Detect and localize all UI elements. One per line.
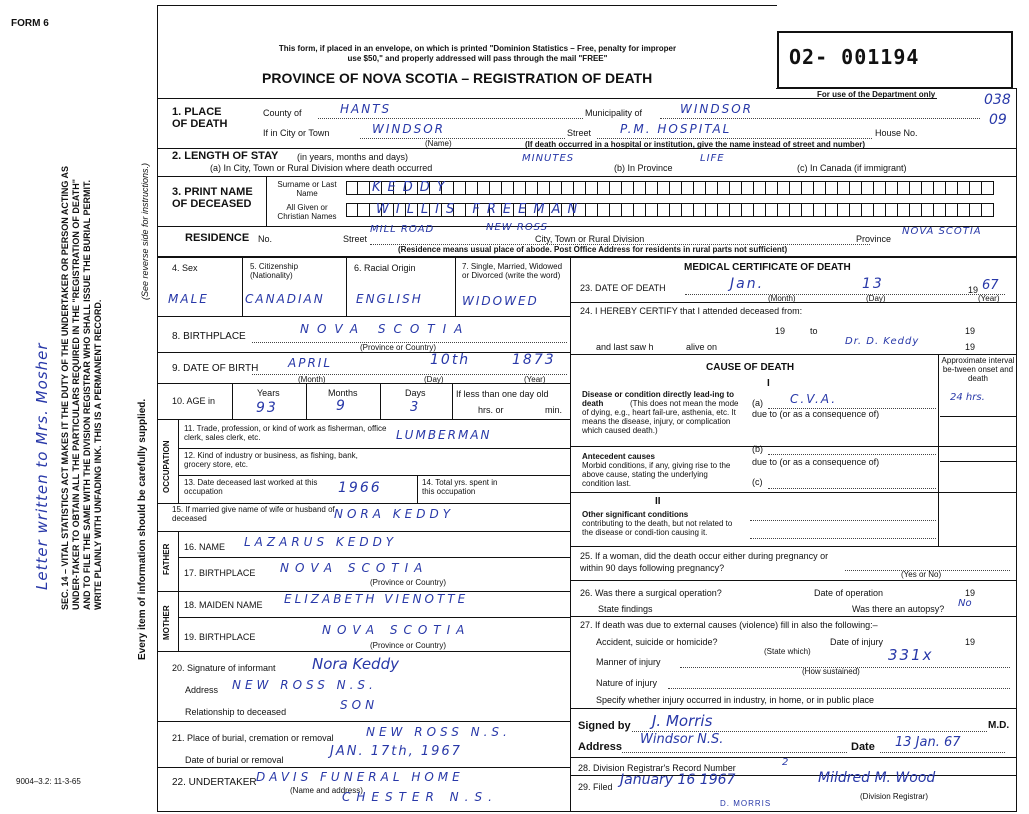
autopsy-value: No bbox=[958, 598, 972, 609]
alive-19: 19 bbox=[965, 342, 976, 352]
stay-c-label: (c) In Canada (if immigrant) bbox=[797, 163, 907, 173]
informant-address-label: Address bbox=[185, 685, 219, 695]
last-worked-label: 13. Date deceased last worked at this occupation bbox=[184, 478, 318, 496]
dob-label: 9. DATE OF BIRTH bbox=[172, 363, 259, 374]
residence-city: NEW ROSS bbox=[486, 222, 549, 233]
father-birthplace-label: 17. BIRTHPLACE bbox=[184, 568, 256, 578]
surname-label: Surname or Last Name bbox=[277, 180, 337, 198]
address-value: Windsor N.S. bbox=[640, 732, 724, 747]
residence-note: (Residence means usual place of abode. Post Office Address for residents in rural parts not sufficient) bbox=[398, 245, 788, 254]
cause-of-death-title: CAUSE OF DEATH bbox=[706, 362, 795, 373]
form-label: FORM 6 bbox=[11, 18, 49, 29]
mother-caption: (Province or Country) bbox=[370, 641, 447, 650]
manner-label: Manner of injury bbox=[596, 657, 661, 667]
informant-address: NEW ROSS N.S. bbox=[232, 678, 377, 692]
death-day-caption: (Day) bbox=[866, 294, 886, 303]
date-value: 13 Jan. 67 bbox=[895, 735, 961, 750]
interval-label: Approximate interval be-tween onset and death bbox=[941, 356, 1015, 383]
length-of-stay-sub: (in years, months and days) bbox=[297, 152, 409, 162]
occupation-side-label: OCCUPATION bbox=[162, 440, 171, 493]
spouse-label: 15. If married give name of wife or husband of deceased bbox=[172, 505, 335, 523]
dob-day: 10th bbox=[430, 352, 471, 368]
days-label: Days bbox=[405, 388, 426, 398]
cause-c-label: (c) bbox=[752, 477, 763, 487]
municipality-label: Municipality of bbox=[585, 108, 643, 118]
stay-b-value: LIFE bbox=[700, 153, 725, 164]
street-value: P.M. HOSPITAL bbox=[620, 122, 732, 136]
other-conditions-note: contributing to the death, but not related to the disease or condi-tion causing it. bbox=[582, 519, 733, 537]
operation-date-label: Date of operation bbox=[814, 588, 884, 598]
dob-year: 1873 bbox=[512, 352, 556, 368]
how-sustained-caption: (How sustained) bbox=[802, 667, 860, 676]
md-label: M.D. bbox=[988, 720, 1010, 731]
cause-roman-two: II bbox=[655, 496, 661, 507]
county-value: HANTS bbox=[340, 102, 392, 116]
operation-19: 19 bbox=[965, 588, 976, 598]
city-label: If in City or Town bbox=[263, 128, 330, 138]
hrs-label: hrs. or bbox=[478, 405, 504, 415]
state-which-caption: (State which) bbox=[764, 647, 811, 656]
stay-a-value: MINUTES bbox=[522, 153, 575, 164]
registrar-record-label: 28. Division Registrar's Record Number bbox=[578, 763, 736, 773]
alive-label: alive on bbox=[686, 342, 718, 352]
injury-date-label: Date of injury bbox=[830, 637, 884, 647]
mother-maiden-label: 18. MAIDEN NAME bbox=[184, 600, 263, 610]
under-day-label: If less than one day old bbox=[456, 389, 549, 399]
autopsy-label: Was there an autopsy? bbox=[852, 604, 945, 614]
surname-value: KEDDY bbox=[372, 180, 452, 195]
age-years: 93 bbox=[256, 400, 278, 416]
surgery-label: 26. Was there a surgical operation? bbox=[580, 588, 722, 598]
marital-value: WIDOWED bbox=[462, 294, 539, 308]
death-month-caption: (Month) bbox=[768, 294, 796, 303]
residence-street-label: Street bbox=[343, 234, 368, 244]
cause-a-label: (a) bbox=[752, 398, 763, 408]
relationship-value: SON bbox=[340, 698, 379, 712]
woman-question: 25. If a woman, did the death occur either during pregnancy or within 90 days following pregnancy? bbox=[580, 551, 829, 573]
date-of-death-label: 23. DATE OF DEATH bbox=[580, 283, 666, 293]
violence-label: 27. If death was due to external causes (violence) fill in also the following:– bbox=[580, 620, 878, 630]
accident-label: Accident, suicide or homicide? bbox=[596, 637, 718, 647]
residence-province-label: Province bbox=[856, 234, 892, 244]
dept-use-label: For use of the Department only bbox=[817, 90, 936, 99]
months-label: Months bbox=[328, 388, 358, 398]
attending-signature: Dr. D. Keddy bbox=[845, 336, 920, 347]
certify-19-a: 19 bbox=[775, 326, 786, 336]
burial-place: NEW ROSS N.S. bbox=[366, 725, 511, 739]
record-number-box bbox=[777, 31, 1013, 89]
length-of-stay-label: 2. LENGTH OF STAY bbox=[172, 150, 279, 162]
relationship-label: Relationship to deceased bbox=[185, 707, 287, 717]
citizenship-value: CANADIAN bbox=[245, 292, 325, 306]
stamp-number: 331x bbox=[888, 646, 934, 664]
dob-day-caption: (Day) bbox=[424, 375, 444, 384]
mother-birthplace-label: 19. BIRTHPLACE bbox=[184, 632, 256, 642]
registrar-record-value: 2 bbox=[782, 757, 790, 768]
morris-stamp: D. MORRIS bbox=[720, 799, 772, 808]
residence-label: RESIDENCE bbox=[185, 232, 250, 244]
antecedent-note: Morbid conditions, if any, giving rise to the above cause, stating the underlying condition last. bbox=[582, 461, 731, 488]
given-label: All Given or Christian Names bbox=[277, 203, 337, 221]
date-label: Date bbox=[851, 741, 875, 753]
age-days: 3 bbox=[410, 400, 421, 415]
place-of-death-label: 1. PLACE OF DEATH bbox=[172, 106, 228, 130]
age-months: 9 bbox=[336, 398, 347, 414]
specify-label: Specify whether injury occurred in industry, in home, or in public place bbox=[596, 695, 874, 705]
mother-side-label: MOTHER bbox=[162, 605, 171, 640]
undertaker-label: 22. UNDERTAKER bbox=[172, 777, 257, 788]
death-year-prefix: 19 bbox=[968, 285, 979, 295]
death-year-caption: (Year) bbox=[978, 294, 1000, 303]
cause-a-interval: 24 hrs. bbox=[950, 392, 985, 403]
birthplace-label: 8. BIRTHPLACE bbox=[172, 331, 246, 342]
state-findings-label: State findings bbox=[598, 604, 653, 614]
marital-label: 7. Single, Married, Widowed or Divorced (write the word) bbox=[462, 262, 563, 280]
side-instructions: SEC. 14 – VITAL STATISTICS ACT MAKES IT THE DUTY OF THE UNDERTAKER OR PERSON ACTING AS UNDER-TAKER TO OBTAIN ALL THE PARTICULARS REQUIRED IN THE "REGISTRATION OF DEATH" AND TO FILE THE SAME WITH THE DIVISION REGISTRAR WHO SHALL ISSUE THE BURIAL PERMIT. WRITE PLAINLY WITH UNFADING INK. THIS IS A PERMANENT RECORD. bbox=[60, 165, 103, 610]
address-label: Address bbox=[578, 741, 623, 753]
side-every-item: Every item of information should be carefully supplied. bbox=[137, 398, 148, 660]
dob-month: APRIL bbox=[288, 356, 333, 370]
undertaker-name: DAVIS FUNERAL HOME bbox=[256, 770, 464, 784]
death-day: 13 bbox=[862, 276, 884, 292]
father-caption: (Province or Country) bbox=[370, 578, 447, 587]
yes-no-caption: (Yes or No) bbox=[901, 570, 942, 579]
mother-birthplace: NOVA SCOTIA bbox=[322, 623, 471, 637]
header-notice-2: use $50," and properly addressed will pass through the mail "FREE" bbox=[347, 54, 608, 63]
burial-date: JAN. 17th, 1967 bbox=[330, 744, 462, 759]
last-worked-value: 1966 bbox=[338, 480, 382, 496]
form-code: 9004–3.2: 11-3-65 bbox=[16, 777, 81, 786]
years-label: Years bbox=[257, 388, 280, 398]
age-label: 10. AGE in bbox=[172, 396, 216, 406]
father-name-label: 16. NAME bbox=[184, 542, 226, 552]
undertaker-address: CHESTER N.S. bbox=[342, 790, 498, 804]
name-caption: (Name) bbox=[425, 139, 452, 148]
hospital-note: (If death occurred in a hospital or institution, give the name instead of street and number) bbox=[525, 140, 866, 149]
municipality-value: WINDSOR bbox=[680, 102, 754, 116]
signed-by-value: J. Morris bbox=[652, 712, 713, 730]
last-saw-label: and last saw h bbox=[596, 342, 654, 352]
total-years-label: 14. Total yrs. spent in this occupation bbox=[422, 478, 498, 496]
father-name: LAZARUS KEDDY bbox=[244, 535, 398, 549]
certify-label: 24. I HEREBY CERTIFY that I attended deceased from: bbox=[580, 306, 803, 316]
citizenship-label: 5. Citizenship (Nationality) bbox=[250, 262, 299, 280]
undertaker-caption: (Name and address) bbox=[290, 786, 363, 795]
print-name-label: 3. PRINT NAME OF DECEASED bbox=[172, 186, 253, 210]
given-value: WILLIS FREEMAN bbox=[376, 202, 585, 217]
industry-label: 12. Kind of industry or business, as fishing, bank, grocery store, etc. bbox=[184, 451, 358, 469]
city-value: WINDSOR bbox=[372, 122, 446, 136]
trade-label: 11. Trade, profession, or kind of work as fisherman, office clerk, sales clerk, etc. bbox=[184, 424, 387, 442]
side-see-reverse: (See reverse side for instructions.) bbox=[140, 162, 150, 300]
registrar-caption: (Division Registrar) bbox=[860, 792, 929, 801]
death-month: Jan. bbox=[730, 276, 765, 292]
header-notice-1: This form, if placed in an envelope, on which is printed "Dominion Statistics – Free, penalty for improper bbox=[278, 44, 677, 53]
registrar-signature: Mildred M. Wood bbox=[818, 770, 936, 786]
dob-year-caption: (Year) bbox=[524, 375, 546, 384]
cause-roman-one: I bbox=[767, 378, 770, 389]
birthplace-caption: (Province or Country) bbox=[360, 343, 437, 352]
sex-label: 4. Sex bbox=[172, 263, 198, 273]
trade-value: LUMBERMAN bbox=[396, 428, 492, 442]
father-side-label: FATHER bbox=[162, 543, 171, 575]
signed-by-label: Signed by bbox=[578, 720, 631, 732]
residence-no-label: No. bbox=[258, 234, 273, 244]
side-handwritten-note: Letter written to Mrs. Mosher bbox=[33, 342, 51, 590]
nature-label: Nature of injury bbox=[596, 678, 658, 688]
sex-value: MALE bbox=[168, 292, 209, 306]
dept-code-1: 038 bbox=[984, 92, 1011, 108]
form-title: PROVINCE OF NOVA SCOTIA – REGISTRATION OF DEATH bbox=[262, 70, 653, 86]
cause-a-due: due to (or as a consequence of) bbox=[752, 409, 880, 419]
stay-a-label: (a) In City, Town or Rural Division where death occurred bbox=[210, 163, 433, 173]
death-year: 67 bbox=[982, 278, 999, 293]
informant-signature: Nora Keddy bbox=[312, 655, 399, 673]
medical-title: MEDICAL CERTIFICATE OF DEATH bbox=[684, 262, 851, 273]
certify-19-b: 19 bbox=[965, 326, 976, 336]
racial-value: ENGLISH bbox=[356, 292, 423, 306]
spouse-value: NORA KEDDY bbox=[334, 507, 455, 521]
certify-to: to bbox=[810, 326, 818, 336]
dept-code-2: 09 bbox=[989, 112, 1007, 128]
direct-cause-label: Disease or condition directly lead-ing to death bbox=[582, 390, 735, 408]
informant-signature-label: 20. Signature of informant bbox=[172, 663, 276, 673]
racial-label: 6. Racial Origin bbox=[354, 263, 416, 273]
direct-cause-note: (This does not mean the mode of dying, e.g., heart fail-ure, asthenia, etc. It means the disease, injury, or complication which caused death.) bbox=[582, 399, 739, 435]
dob-month-caption: (Month) bbox=[298, 375, 326, 384]
house-label: House No. bbox=[875, 128, 918, 138]
mother-maiden: ELIZABETH VIENOTTE bbox=[284, 592, 469, 606]
stay-b-label: (b) In Province bbox=[614, 163, 673, 173]
filed-value: January 16 1967 bbox=[620, 772, 736, 788]
injury-19: 19 bbox=[965, 637, 976, 647]
burial-place-label: 21. Place of burial, cremation or removal bbox=[172, 733, 334, 743]
street-label: Street bbox=[567, 128, 592, 138]
county-label: County of bbox=[263, 108, 302, 118]
record-number: O2- 001194 bbox=[789, 45, 920, 69]
other-conditions-label: Other significant conditions bbox=[582, 510, 689, 519]
residence-street: MILL ROAD bbox=[370, 224, 435, 235]
residence-province: NOVA SCOTIA bbox=[902, 226, 982, 237]
residence-city-label: City, Town or Rural Division bbox=[535, 234, 645, 244]
antecedent-label: Antecedent causes bbox=[582, 452, 655, 461]
burial-date-label: Date of burial or removal bbox=[185, 755, 284, 765]
filed-label: 29. Filed bbox=[578, 782, 613, 792]
father-birthplace: NOVA SCOTIA bbox=[280, 561, 429, 575]
min-label: min. bbox=[545, 405, 563, 415]
cause-a-value: C.V.A. bbox=[790, 392, 838, 406]
birthplace-value: NOVA SCOTIA bbox=[300, 322, 471, 336]
cause-b-due: due to (or as a consequence of) bbox=[752, 457, 880, 467]
cause-b-label: (b) bbox=[752, 444, 763, 454]
